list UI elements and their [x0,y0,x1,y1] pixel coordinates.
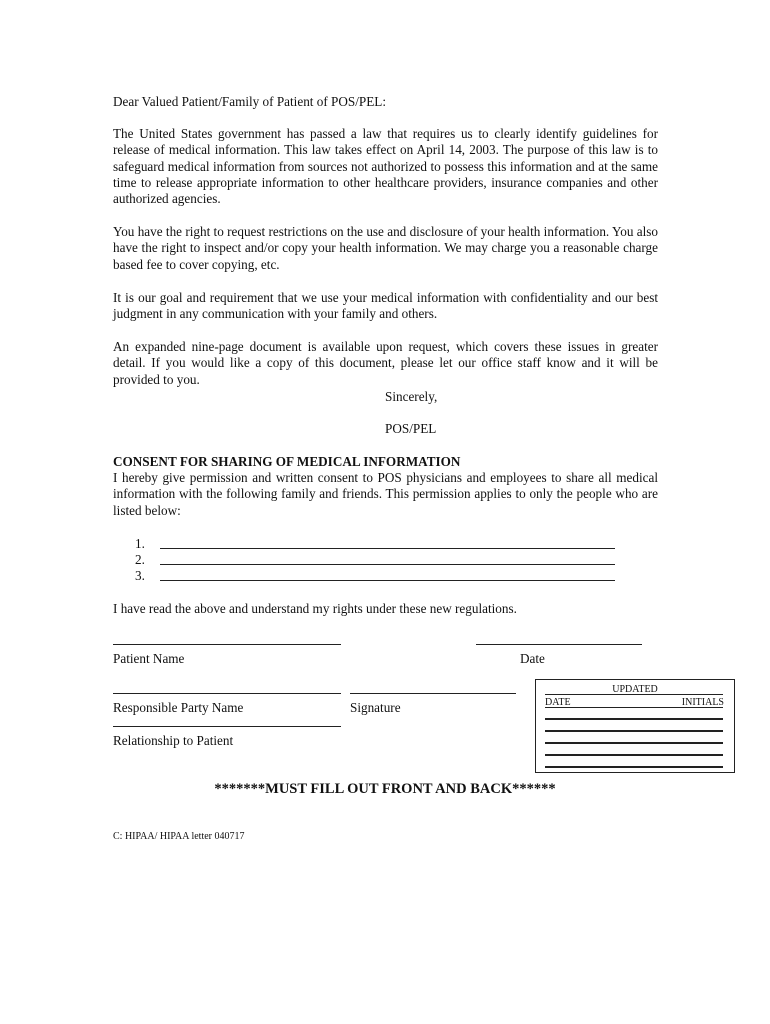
signature-label: Signature [350,700,401,715]
updated-row-line[interactable] [545,766,723,768]
relationship-label: Relationship to Patient [113,733,234,748]
consent-heading: CONSENT FOR SHARING OF MEDICAL INFORMATION [113,454,461,469]
list-item-number: 3. [135,568,145,583]
updated-date-column: DATE [545,697,571,708]
updated-row-line[interactable] [545,754,723,756]
updated-header-underline [545,707,723,708]
paragraph-goal: It is our goal and requirement that we use your medical information with confidentiality and our best judgment in any communication with your family and others. [113,290,658,322]
list-item-number: 1. [135,536,145,551]
updated-row-line[interactable] [545,718,723,720]
acknowledgement: I have read the above and understand my rights under these new regulations. [113,601,517,616]
list-item-number: 2. [135,552,145,567]
paragraph-law: The United States government has passed a law that requires us to clearly identify guidelines for release of medical information. This law takes effect on April 14, 2003. The purpose of this law is to safeguard medical information from sources not authorized to possess this information and at the same time to release appropriate information to other healthcare providers, insurance companies and other authorized agencies. [113,126,658,207]
paragraph-rights: You have the right to request restrictions on the use and disclosure of your health information. You also have the right to inspect and/or copy your health information. We may charge you a reasonable charge based fee to cover copying, etc. [113,224,658,272]
must-fill-notice: *******MUST FILL OUT FRONT AND BACK****** [214,781,556,797]
signature-field[interactable] [350,693,516,694]
patient-name-label: Patient Name [113,651,185,666]
person-2-field[interactable] [160,564,615,565]
consent-text: I hereby give permission and written consent to POS physicians and employees to share all medical information with the following family and friends. This permission applies to only the people who are listed below: [113,470,658,518]
date-label: Date [520,651,545,666]
paragraph-expanded-document: An expanded nine-page document is available upon request, which covers these issues in greater detail. If you would like a copy of this document, please let our office staff know and it will be provided to you. [113,339,658,387]
patient-name-field[interactable] [113,644,341,645]
footer-reference: C: HIPAA/ HIPAA letter 040717 [113,831,245,842]
person-1-field[interactable] [160,548,615,549]
updated-header-rule [545,694,723,695]
responsible-party-field[interactable] [113,693,341,694]
relationship-field[interactable] [113,726,341,727]
salutation: Dear Valued Patient/Family of Patient of POS/PEL: [113,94,387,109]
responsible-party-label: Responsible Party Name [113,700,244,715]
updated-initials-column: INITIALS [681,697,724,708]
updated-row-line[interactable] [545,742,723,744]
closing: Sincerely, [385,389,438,404]
updated-row-line[interactable] [545,730,723,732]
updated-title: UPDATED [612,684,658,695]
person-3-field[interactable] [160,580,615,581]
date-field[interactable] [476,644,642,645]
updated-box [535,679,735,773]
signoff: POS/PEL [385,421,437,436]
